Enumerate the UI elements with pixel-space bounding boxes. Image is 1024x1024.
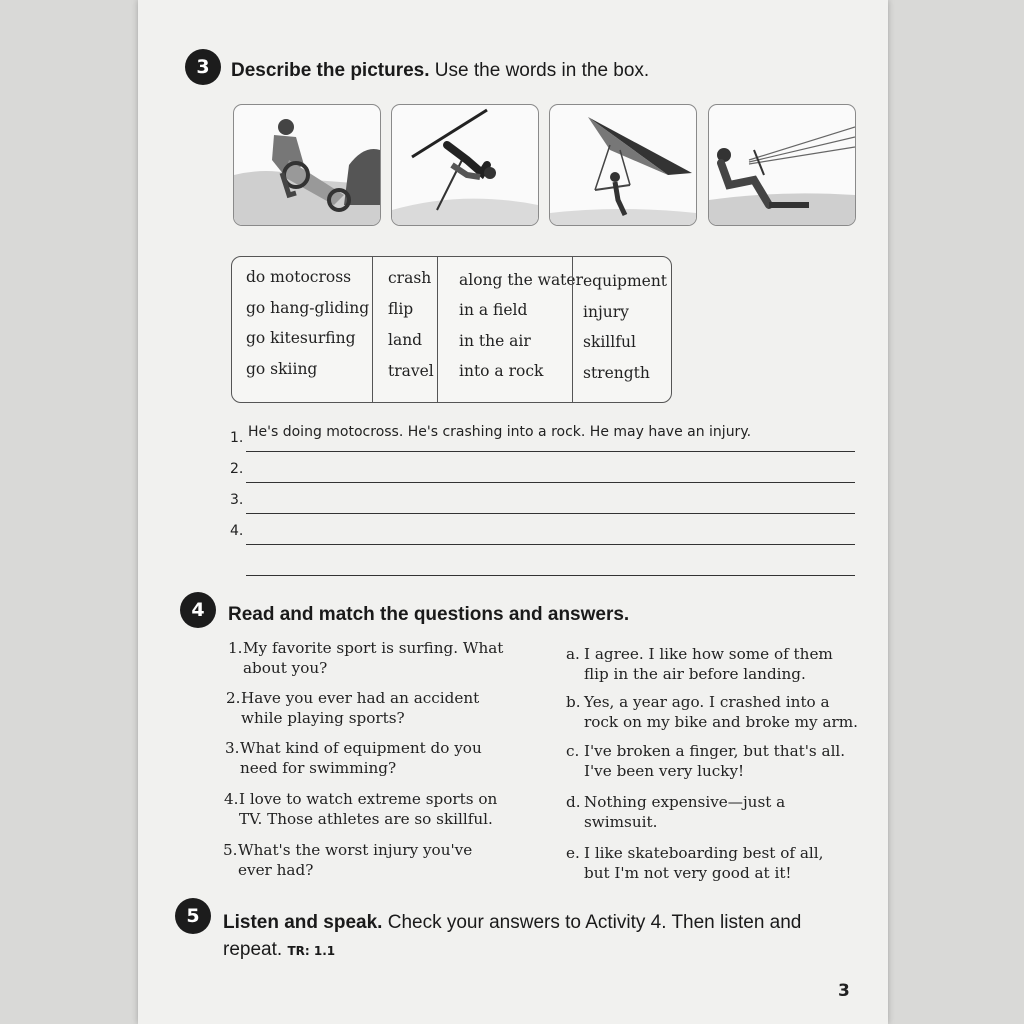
- answer-letter: a.: [566, 645, 580, 663]
- answer-text-line-1: Nothing expensive—just a: [584, 793, 786, 811]
- word-item: crash: [388, 269, 432, 287]
- word-box-column-3: [437, 257, 583, 402]
- question-text-line-2: need for swimming?: [240, 759, 397, 777]
- answer-text-line-2: but I'm not very good at it!: [584, 864, 792, 882]
- answer-e: [566, 843, 823, 883]
- answer-line-5[interactable]: [230, 552, 855, 576]
- activity-3-title-rest: Use the words in the box.: [429, 60, 650, 81]
- word-box-column-1: [232, 257, 372, 402]
- word-item: along the water: [459, 271, 583, 289]
- activity-3-title-bold: Describe the pictures.: [231, 60, 430, 81]
- question-text-line-2: while playing sports?: [241, 709, 405, 727]
- word-box: [231, 256, 672, 403]
- answer-line-1[interactable]: [230, 424, 855, 452]
- word-item: go kitesurfing: [246, 329, 356, 347]
- question-number: 3.: [225, 739, 240, 757]
- activity-3-heading: [231, 60, 649, 82]
- answer-text-line-2: swimsuit.: [584, 813, 658, 831]
- activity-5-title-bold: Listen and speak.: [223, 912, 383, 933]
- question-text-line-1: Have you ever had an accident: [241, 689, 480, 707]
- question-text-line-1: What kind of equipment do you: [240, 739, 482, 757]
- activity-5-heading-line-2: [223, 939, 335, 961]
- activity-4-heading: Read and match the questions and answers.: [228, 604, 630, 625]
- answer-line-2[interactable]: [230, 459, 855, 483]
- answer-letter: c.: [566, 742, 580, 760]
- question-1: [228, 638, 503, 678]
- question-text-line-2: TV. Those athletes are so skillful.: [239, 810, 493, 828]
- answer-text-line-2: flip in the air before landing.: [584, 665, 806, 683]
- line-number: 2.: [230, 461, 244, 477]
- answer-d: [566, 792, 785, 832]
- question-3: [225, 738, 482, 778]
- question-number: 1.: [228, 639, 243, 657]
- word-item: go skiing: [246, 360, 318, 378]
- word-item: travel: [388, 362, 434, 380]
- hang-gliding-picture: [549, 104, 697, 226]
- activity-4-number: 4: [180, 592, 216, 628]
- word-item: skillful: [583, 333, 636, 351]
- line-rule: [246, 575, 855, 576]
- answer-text-line-2: rock on my bike and broke my arm.: [584, 713, 858, 731]
- answer-line-3[interactable]: [230, 490, 855, 514]
- question-number: 2.: [226, 689, 241, 707]
- question-number: 5.: [223, 841, 238, 859]
- question-text-line-1: My favorite sport is surfing. What: [243, 639, 504, 657]
- word-box-column-2: [372, 257, 437, 402]
- question-text-line-1: What's the worst injury you've: [238, 841, 473, 859]
- activity-5-title-rest: Check your answers to Activity 4. Then listen and: [382, 912, 802, 933]
- skiing-jump-picture: [391, 104, 539, 226]
- answer-text-line-2: I've been very lucky!: [584, 762, 745, 780]
- line-rule: [246, 513, 855, 514]
- word-item: strength: [583, 364, 650, 382]
- activity-5-line-2: repeat.: [223, 939, 283, 960]
- word-item: equipment: [583, 272, 668, 290]
- workbook-page: [138, 0, 888, 1024]
- answer-line-4[interactable]: [230, 521, 855, 545]
- answer-letter: b.: [566, 693, 581, 711]
- answer-letter: e.: [566, 844, 580, 862]
- answer-letter: d.: [566, 793, 581, 811]
- line-number: 3.: [230, 492, 244, 508]
- line-number: 1.: [230, 430, 244, 446]
- activity-5-heading-line-1: [223, 912, 801, 934]
- answer-text-line-1: I've broken a finger, but that's all.: [584, 742, 846, 760]
- question-2: [226, 688, 479, 728]
- answer-text-line-1: I agree. I like how some of them: [584, 645, 833, 663]
- track-label: TR: 1.1: [287, 944, 336, 958]
- answer-text-line-1: I like skateboarding best of all,: [584, 844, 824, 862]
- kitesurfing-picture: [708, 104, 856, 226]
- activity-3-number: 3: [185, 49, 221, 85]
- word-item: injury: [583, 303, 629, 321]
- question-4: [224, 789, 497, 829]
- activity-5-number: 5: [175, 898, 211, 934]
- word-item: go hang-gliding: [246, 299, 370, 317]
- page-number: 3: [838, 981, 850, 1001]
- motocross-crash-picture: [233, 104, 381, 226]
- line-rule: [246, 544, 855, 545]
- question-text-line-1: I love to watch extreme sports on: [239, 790, 498, 808]
- word-item: in the air: [459, 332, 531, 350]
- word-box-column-4: [572, 257, 672, 402]
- question-text-line-2: ever had?: [238, 861, 314, 879]
- answer-a: [566, 644, 833, 684]
- line-rule: [246, 482, 855, 483]
- question-number: 4.: [224, 790, 239, 808]
- word-item: land: [388, 331, 423, 349]
- word-item: flip: [388, 300, 414, 318]
- answer-b: [566, 692, 858, 732]
- line-rule: [246, 451, 855, 452]
- question-5: [223, 840, 472, 880]
- answer-text-line-1: Yes, a year ago. I crashed into a: [584, 693, 830, 711]
- handwritten-answer: He's doing motocross. He's crashing into a rock. He may have an injury.: [248, 424, 752, 440]
- word-item: do motocross: [246, 268, 352, 286]
- line-number: 4.: [230, 523, 244, 539]
- question-text-line-2: about you?: [243, 659, 328, 677]
- answer-c: [566, 741, 845, 781]
- word-item: in a field: [459, 301, 528, 319]
- word-item: into a rock: [459, 362, 544, 380]
